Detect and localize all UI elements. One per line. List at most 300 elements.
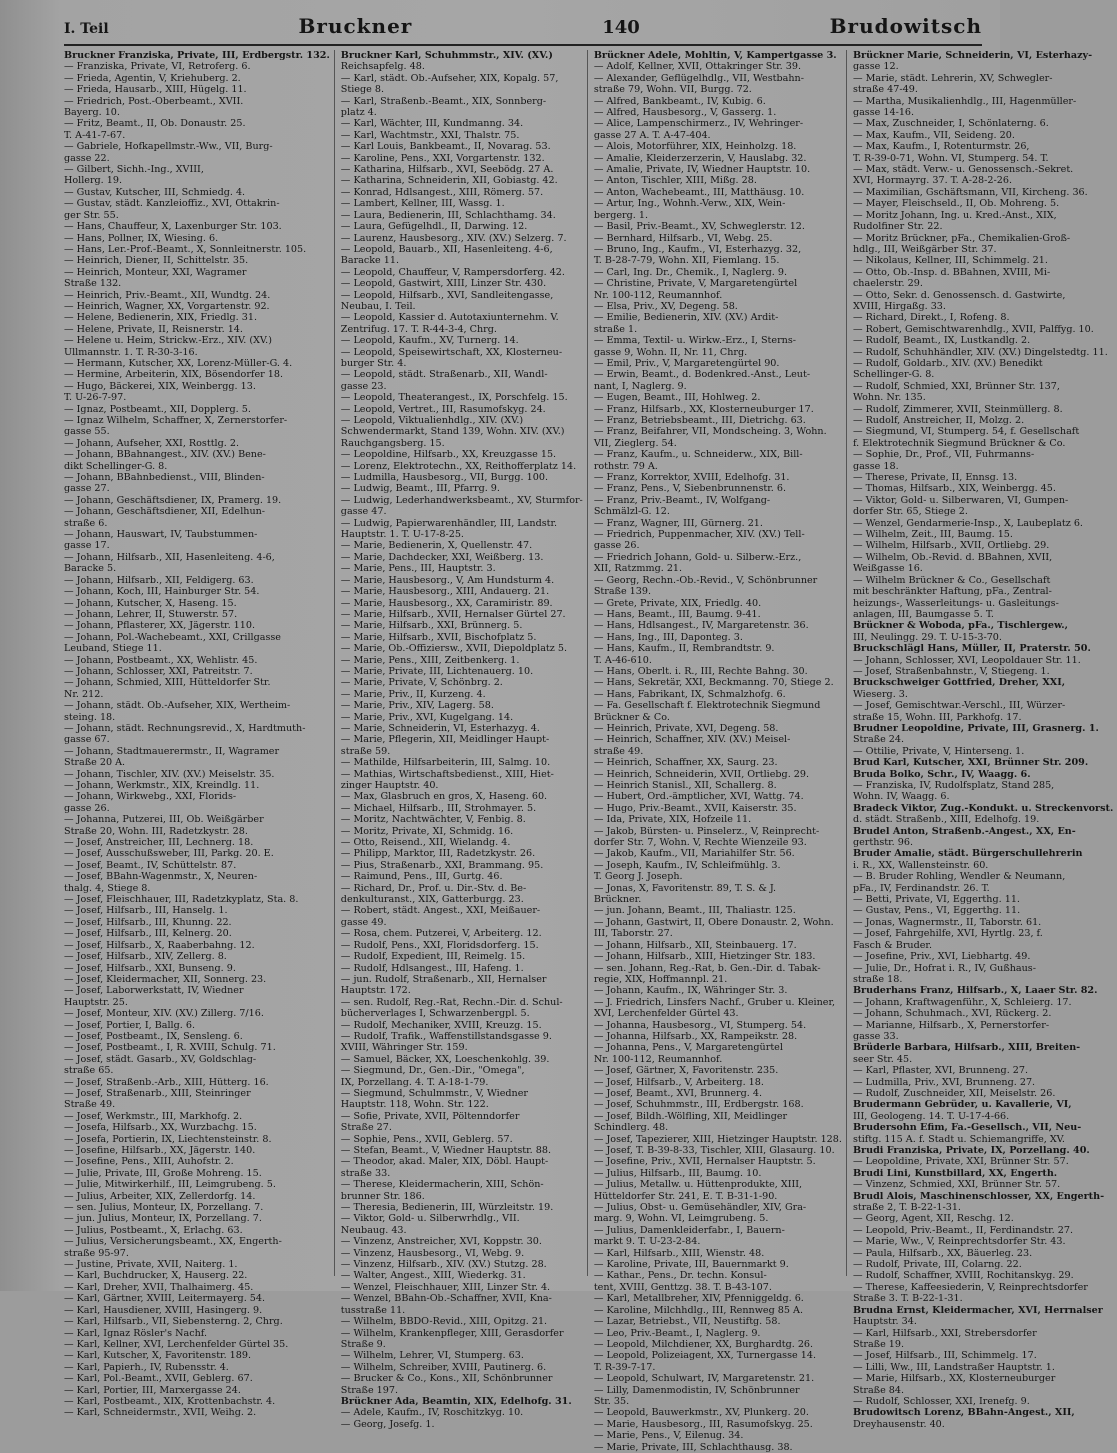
directory-entry: — Josef, Schuhmmstr., III, Erdbergstr. 168.: [593, 1099, 804, 1111]
directory-entry: Leuband, Stiege 11.: [64, 643, 162, 655]
directory-entry: — Marie, Dachdecker, XXI, Weißberg. 13.: [340, 551, 544, 563]
directory-entry: Brückner Marie, Schneiderin, VI, Esterhazy-: [852, 50, 1093, 61]
directory-entry: — Josef, Fleischhauer, III, Radetzkyplatz, Sta. 8.: [64, 894, 299, 906]
directory-entry: — Michael, Hilfsarb., III, Strohmayer. 5.: [340, 802, 537, 814]
directory-entry: Brudermann Gebrüder, u. Kavallerie, VI,: [852, 1099, 1072, 1111]
directory-entry: — Leopoldine, Private, XXI, Brünner Str. 57.: [852, 1156, 1069, 1168]
directory-entry: Brüderle Barbara, Hilfsarb., XIII, Breiten-: [852, 1042, 1081, 1054]
directory-entry: — Richard, Dr., Prof. u. Dir.-Stv. d. Be-: [340, 882, 527, 894]
directory-entry: regie, XIX, Hoffmannpl. 21.: [593, 973, 728, 985]
directory-entry: — Raimund, Pens., III, Gurtg. 46.: [340, 871, 503, 883]
directory-entry: T. R-39-7-17.: [593, 1361, 656, 1373]
directory-entry: — Mathilde, Hilfsarbeiterin, III, Salmg. 10.: [340, 757, 551, 769]
directory-entry: — Marie, Ww., V, Reinprechtsdorfer Str. 43.: [852, 1236, 1066, 1248]
directory-entry: Wieserg. 3.: [852, 688, 908, 700]
directory-entry: Dreyhausenstr. 40.: [852, 1418, 945, 1430]
directory-entry: — Hans, Pollner, IX, Wiesing. 6.: [64, 232, 219, 244]
directory-entry: gasse 27.: [64, 483, 110, 495]
directory-entry: Straße 20 A.: [64, 757, 126, 769]
directory-entry: — Laura, Bedienerin, III, Schlachthamg. 34.: [340, 209, 556, 221]
directory-entry: Rauchgangsberg. 15.: [340, 437, 445, 449]
directory-entry: Rudolfiner Str. 22.: [852, 221, 943, 233]
directory-entry: T. U-26-7-97.: [64, 392, 127, 404]
directory-entry: — Leo, Priv.-Beamt., I, Naglerg. 9.: [593, 1327, 761, 1339]
directory-entry: Schwendermarkt, Stand 139, Wohn. XIV. (XV.): [340, 426, 565, 438]
directory-entry: — Johann, Hilfsarb., XII, Feldigerg. 63.: [64, 574, 254, 586]
directory-entry: — Robert, Gemischtwarenhdlg., XVII, Palffyg. 10.: [852, 323, 1094, 335]
directory-entry: hdlg., III, Weißgärber Str. 37.: [852, 243, 997, 255]
directory-entry: straße 59.: [340, 745, 391, 757]
directory-entry: Straße 24.: [852, 734, 905, 746]
part-label: I. Teil: [64, 21, 109, 37]
directory-entry: Neubau, I. Teil.: [340, 300, 416, 312]
directory-entry: f. Elektrotechnik Siegmund Brückner & Co.: [852, 437, 1066, 449]
directory-entry: — Marie, städt. Lehrerin, XV, Schwegler-: [852, 72, 1053, 84]
directory-entry: — Leopold, Viktualienhdlg., XIV. (XV.): [340, 415, 524, 426]
directory-entry: — Julius, Postbeamt., X, Erlachg. 63.: [64, 1224, 243, 1236]
directory-entry: straße 2, T. B-22-1-31.: [852, 1202, 961, 1214]
directory-entry: — Josef, Beamt., IV, Schüttelstr. 87.: [64, 859, 237, 871]
directory-entry: Hauptstr. 1. T. U-17-8-25.: [340, 529, 464, 541]
directory-entry: — Gustav, Pens., VI, Eggerthg. 11.: [852, 905, 1021, 917]
directory-entry: — Hans, Chauffeur, X, Laxenburger Str. 103.: [64, 221, 282, 233]
directory-entry: — Marie, Pens., III, Hauptstr. 3.: [340, 563, 496, 575]
directory-entry: — Katharina, Schneiderin, XII, Gobiastg. 42.: [340, 175, 558, 187]
directory-entry: — Rudolf, Expedient, III, Reimelg. 15.: [340, 951, 526, 963]
directory-entry: — Karl, Postbeamt., XIX, Krottenbachstr. 4.: [64, 1395, 276, 1407]
directory-entry: gasse 12.: [852, 61, 899, 73]
directory-entry: — Wilhelm, Krankenpfleger, XIII, Gerasdorfer: [340, 1327, 564, 1339]
directory-entry: — Eugen, Beamt., III, Hohlweg. 2.: [593, 392, 761, 404]
directory-entry: — Viktor, Gold- u. Silberwrhdlg., VII.: [340, 1213, 520, 1225]
directory-entry: — Karl, Portier, III, Marxergasse 24.: [64, 1384, 241, 1396]
directory-entry: — Sophie, Dr., Prof., VII, Fuhrmanns-: [852, 449, 1035, 461]
directory-entry: — Wilhelm, Schreiber, XVIII, Pautinerg. 6.: [340, 1361, 547, 1373]
directory-entry: — Fritz, Beamt., II, Ob. Donaustr. 25.: [64, 118, 246, 130]
directory-entry: — Vinzenz, Hausbesorg., VI, Webg. 9.: [340, 1247, 525, 1259]
directory-entry: — Leopold, Milchdiener, XX, Burghardtg. 26.: [593, 1338, 814, 1350]
column-3: [593, 50, 847, 1453]
directory-entry: XVI, Lerchenfelder Gürtel 43.: [593, 1008, 739, 1020]
directory-entry: — Ludmilla, Priv., XVI, Brunneng. 27.: [852, 1076, 1036, 1088]
directory-entry: — Julius, Hilfsarb., III, Baumg. 10.: [593, 1167, 762, 1179]
directory-entry: — Moritz Johann, Ing. u. Kred.-Anst., XIX,: [852, 209, 1057, 221]
directory-entry: Brudel Anton, Straßenb.-Angest., XX, En-: [852, 825, 1076, 837]
directory-entry: gasse 55.: [64, 426, 110, 438]
directory-entry: — Basil, Priv.-Beamt., XV, Schweglerstr. 12.: [593, 221, 805, 233]
directory-entry: straße 1.: [593, 323, 638, 335]
directory-entry: burger Str. 4.: [340, 357, 407, 369]
directory-entry: — Ludwig, Papierwarenhändler, III, Landstr.: [340, 517, 558, 529]
directory-entry: — Konrad, Hdlsangest., XIII, Römerg. 57.: [340, 186, 544, 198]
directory-entry: — Johann, Pflasterer, XX, Jägerstr. 110.: [64, 620, 256, 632]
directory-entry: stiftg. 115 A. f. Stadt u. Schiemangriffe, XV.: [852, 1133, 1065, 1145]
directory-entry: — Hans, Kaufm., II, Rembrandtstr. 9.: [593, 643, 775, 655]
directory-entry: — Josef, Hilfsarb., XXI, Bunseng. 9.: [64, 962, 236, 974]
directory-entry: IX, Porzellang. 4. T. A-18-1-79.: [340, 1076, 489, 1088]
directory-entry: — Rudolf, Private, III, Colarng. 22.: [852, 1259, 1022, 1271]
directory-entry: — Johanna, Putzerei, III, Ob. Weißgärber: [64, 814, 264, 826]
directory-entry: — jun. Johann, Beamt., III, Thaliastr. 125.: [593, 905, 796, 917]
column-2: [340, 50, 588, 1430]
directory-entry: — Wilhelm, Hilfsarb., XVII, Ortliebg. 29.: [852, 540, 1050, 552]
directory-entry: Nr. 100-112, Reumannhof.: [593, 1053, 723, 1065]
directory-entry: — Johanna, Hilfsarb., XX, Rampeikstr. 28.: [593, 1030, 798, 1042]
directory-entry: — Jakob, Kaufm., VII, Mariahilfer Str. 56.: [593, 848, 795, 860]
directory-entry: — Wilhelm, Ob.-Revid. d. BBahnen, XVII,: [852, 551, 1053, 563]
directory-entry: — Maximilian, Gschäftsmann, VII, Kircheng. 36.: [852, 186, 1088, 198]
directory-entry: — Johann, Stadtmauerermstr., II, Wagramer: [64, 745, 280, 757]
directory-entry: — Leopoldine, Hilfsarb., XX, Kreuzgasse 15.: [340, 449, 557, 461]
directory-entry: — Johann, Koch, III, Hainburger Str. 54.: [64, 586, 260, 598]
directory-entry: XVIII, Währinger Str. 159.: [340, 1042, 468, 1054]
directory-entry: — Karl, städt. Ob.-Aufseher, XIX, Kopalg. 57,: [340, 72, 559, 84]
directory-entry: — Grete, Private, XIX, Friedlg. 40.: [593, 597, 762, 609]
directory-entry: — Julie, Private, III, Große Mohreng. 15.: [64, 1167, 262, 1179]
directory-entry: — Friedrich, Post.-Oberbeamt., XVII.: [64, 95, 244, 107]
directory-entry: — Wilhelm, BBDO-Revid., XIII, Opitzg. 21.: [340, 1316, 548, 1328]
directory-entry: — Otto, Ob.-Insp. d. BBahnen, XVIII, Mi-: [852, 266, 1051, 278]
directory-entry: — Wilhelm Brückner & Co., Gesellschaft: [852, 574, 1051, 586]
directory-entry: — Bruno, Ing., Kaufm., VI, Esterhazyg. 32,: [593, 243, 802, 255]
directory-entry: — Max, städt. Verw.- u. Genossensch.-Sekret.: [852, 164, 1074, 176]
directory-entry: — Josef, Laborwerkstatt, IV, Wiedner: [64, 985, 244, 997]
directory-entry: — Christine, Private, V, Margaretengürtel: [593, 278, 798, 290]
directory-entry: — Josef, Hilfsarb., V, Arbeiterg. 18.: [593, 1076, 764, 1088]
directory-entry: dorfer Str. 7, Wohn. V, Rechte Wienzeile 93.: [593, 837, 807, 849]
directory-entry: — Vinzenz, Schmied, XXI, Brünner Str. 57.: [852, 1179, 1061, 1191]
directory-entry: — Josefa, Portierin, IX, Liechtensteinstr. 8.: [64, 1133, 272, 1145]
directory-entry: ger Str. 55.: [64, 209, 119, 221]
directory-entry: — Marie, Hausbesorg., XX, Caramiristr. 89.: [340, 597, 553, 609]
directory-entry: — Josef, Bildh.-Wölfling, XII, Meidlinger: [593, 1110, 788, 1122]
directory-entry: — Vinzenz, Anstreicher, XVI, Koppstr. 30.: [340, 1236, 542, 1248]
directory-entry: — Jonas, X, Favoritenstr. 89, T. S. & J.: [593, 882, 777, 894]
directory-entry: — Franziska, Private, VI, Retroferg. 6.: [64, 61, 251, 73]
directory-entry: — Moritz, Nachtwächter, V, Fenbig. 8.: [340, 814, 526, 826]
directory-entry: — Georg, Josefg. 1.: [340, 1418, 435, 1430]
directory-entry: — Karl, Ignaz Rösler's Nachf.: [64, 1327, 208, 1339]
directory-entry: — Lilly, Damenmodistin, IV, Schönbrunner: [593, 1384, 800, 1396]
directory-entry: — Hermine, Arbeiterin, XIX, Bösendorfer 18.: [64, 369, 284, 381]
directory-entry: T. A-41-7-67.: [64, 129, 126, 141]
directory-entry: Baracke 11.: [340, 255, 400, 267]
directory-entry: — Josef, Fahrgehilfe, XVI, Hyrtlg. 23, f.: [852, 928, 1043, 940]
directory-entry: — Katharina, Hilfsarb., XVI, Seebödg. 27 A.: [340, 164, 554, 176]
directory-entry: — Emma, Textil- u. Wirkw.-Erz., I, Sterns-: [593, 335, 797, 347]
directory-entry: — Gabriele, Hofkapellmstr.-Ww., VII, Burg-: [64, 141, 273, 153]
directory-entry: — Josef, Postbeamt., IX, Sensleng. 6.: [64, 1030, 243, 1042]
directory-entry: Bradeck Viktor, Zug.-Kondukt. u. Streckenvorst.: [852, 802, 1114, 814]
directory-entry: i. R., XX, Wallensteinstr. 60.: [852, 859, 989, 871]
directory-entry: — Marie, Priv., II, Kurzeng. 4.: [340, 688, 486, 700]
directory-entry: — Ignaz, Postbeamt., XII, Dopplerg. 5.: [64, 403, 251, 415]
directory-entry: Straße 139.: [593, 586, 652, 598]
directory-entry: — Siegmund, Dr., Gen.-Dir., "Omega",: [340, 1065, 525, 1077]
directory-entry: — Josef, Hilfsarb., XIV, Zellerg. 8.: [64, 951, 227, 963]
directory-entry: gasse 67.: [64, 734, 110, 746]
directory-entry: Hollerg. 19.: [64, 175, 123, 187]
directory-entry: — Karl, Kutscher, X, Favoritenstr. 189.: [64, 1350, 252, 1362]
directory-entry: — Walter, Angest., XIII, Wiederkg. 31.: [340, 1270, 526, 1282]
directory-entry: Brückner.: [593, 894, 642, 906]
directory-entry: — Johanna, Hausbesorg., VI, Stumperg. 54.: [593, 1019, 807, 1031]
directory-entry: — Karoline, Milchhdlg., III, Rennweg 85 A.: [593, 1304, 804, 1316]
directory-entry: — Bernhard, Hilfsarb., VI, Webg. 25.: [593, 232, 773, 244]
directory-entry: — Betti, Private, VI, Eggerthg. 11.: [852, 894, 1020, 906]
directory-entry: — Johann, Hilfsarb., XII, Steinbauerg. 17.: [593, 939, 797, 951]
directory-entry: nant, I, Naglerg. 9.: [593, 380, 687, 392]
directory-entry: — Emil, Priv., V, Margaretengürtel 90.: [593, 357, 780, 369]
directory-entry: — Johann, Gastwirt, II, Obere Donaustr. 2, Wohn.: [593, 916, 834, 928]
directory-entry: — Amalie, Kleiderzerzerin, V, Hauslabg. 32.: [593, 152, 807, 164]
directory-entry: — Karl, Hilfsarb., XXI, Strebersdorfer: [852, 1327, 1037, 1339]
directory-entry: — Ludwig, Beamt., III, Pfarrg. 9.: [340, 483, 500, 495]
directory-entry: seer Str. 45.: [852, 1053, 913, 1065]
directory-entry: — Josef, Gärtner, X, Favoritenstr. 235.: [593, 1065, 779, 1077]
directory-entry: — Leopold, Schulwart, IV, Margaretenstr. 21.: [593, 1373, 815, 1385]
directory-entry: — Marie, Hilfsarb., XVII, Hernalser Gürtel 27.: [340, 608, 566, 620]
directory-entry: — Fa. Gesellschaft f. Elektrotechnik Siegmund: [593, 700, 821, 712]
directory-entry: — Karl, Wachtmstr., XXI, Thalstr. 75.: [340, 129, 520, 141]
directory-entry: — Carl, Ing. Dr., Chemik., I, Naglerg. 9.: [593, 266, 788, 278]
directory-entry: — Rudolf, Trafik., Waffenstillstandsgasse 9.: [340, 1030, 552, 1042]
directory-entry: — Rudolf, Mechaniker, XVIII, Kreuzg. 15.: [340, 1019, 542, 1031]
directory-entry: — Jakob, Bürsten- u. Pinselerz., V, Reinprecht-: [593, 825, 820, 837]
directory-entry: — Lazar, Betriebst., VII, Neustiftg. 58.: [593, 1316, 781, 1328]
directory-entry: gasse 26.: [593, 540, 640, 552]
directory-entry: — Rudolf, Anstreicher, II, Molzg. 2.: [852, 415, 1025, 426]
directory-entry: — Erwin, Beamt., d. Bodenkred.-Anst., Leut-: [593, 369, 811, 381]
directory-entry: Bruckner Franziska, Private, III, Erdbergstr. 132.: [64, 50, 330, 61]
directory-entry: tusstraße 11.: [340, 1304, 406, 1316]
directory-entry: gasse 33.: [852, 1030, 899, 1042]
directory-entry: — Johann, Hilfsarb., XIII, Hietzinger Str. 183.: [593, 951, 816, 963]
directory-entry: straße 65.: [64, 1065, 114, 1077]
directory-entry: gasse 23.: [340, 380, 387, 392]
directory-entry: — jun. Rudolf, Straßenarb., XII, Hernalser: [340, 973, 547, 985]
directory-entry: gasse 14-16.: [852, 107, 915, 119]
directory-entry: Straße 197.: [340, 1384, 399, 1396]
directory-entry: — Hubert, Ord.-ämptlicher, XVI, Wattg. 74.: [593, 791, 804, 803]
directory-entry: — Leopold, Theaterangest., IX, Porschfelg. 15.: [340, 392, 568, 404]
directory-entry: — Johanna, Pens., V, Margaretengürtel: [593, 1042, 783, 1054]
directory-entry: — Julius, Damenkleiderfabr., I, Bauern-: [593, 1224, 785, 1236]
directory-entry: — Hermann, Kutscher, XX, Lorenz-Müller-G. 4.: [64, 357, 293, 369]
directory-entry: — Robert, städt. Angest., XXI, Meißauer-: [340, 905, 541, 917]
directory-entry: — Johann, Schuhmach., XVI, Rückerg. 2.: [852, 1008, 1052, 1020]
directory-entry: — Johann, Schmied, XIII, Hütteldorfer Str.: [64, 677, 271, 689]
directory-entry: gasse 9, Wohn. II, Nr. 11, Chrg.: [593, 346, 748, 358]
directory-entry: Hauptstr. 25.: [64, 996, 128, 1008]
directory-entry: anlagen, III, Baumgasse 5. T.: [852, 608, 994, 620]
directory-entry: — Hans, Hdlsangest., IV, Margaretenstr. 36.: [593, 620, 809, 632]
directory-entry: — Josef, Hilfsarb., III, Schimmelg. 17.: [852, 1350, 1037, 1362]
directory-entry: — Richard, Direkt., I, Rofeng. 8.: [852, 312, 1010, 324]
directory-entry: — Leopold, Priv.-Beamt., II, Ferdinandstr. 27.: [852, 1224, 1074, 1236]
directory-entry: — Adele, Kaufm., IV, Roschitzkyg. 10.: [340, 1407, 524, 1419]
directory-entry: rothstr. 79 A.: [593, 460, 658, 472]
directory-entry: — Karl, Pflaster, XVI, Brunneng. 27.: [852, 1065, 1029, 1077]
directory-entry: — Marie, Hilfsarb., XVII, Bischofplatz 5.: [340, 631, 537, 643]
directory-entry: — Friedrich Johann, Gold- u. Silberw.-Erz.,: [593, 551, 802, 563]
directory-entry: Brudna Ernst, Kleidermacher, XVI, Herrnalser: [852, 1304, 1103, 1316]
directory-entry: — Anton, Tischler, XIII, Mißg. 28.: [593, 175, 757, 187]
directory-entry: — Wenzel, BBahn-Ob.-Schaffner, XVII, Kna-: [340, 1293, 552, 1305]
directory-entry: T. B-28-7-79, Wohn. XII, Fiemlang. 15.: [593, 255, 780, 267]
directory-entry: — Josefa, Hilfsarb., XX, Wurzbachg. 15.: [64, 1122, 257, 1134]
directory-entry: — Johann, städt. Rechnungsrevid., X, Hardtmuth-: [64, 722, 306, 734]
directory-entry: — Siegmund, Schulmmstr., V, Wiedner: [340, 1087, 528, 1099]
directory-entry: — Franz, Beifahrer, VII, Mondscheing. 3, Wohn.: [593, 426, 827, 438]
directory-entry: — Marie, Pens., XIII, Zeitbenkerg. 1.: [340, 654, 520, 666]
directory-entry: — Leopold, Gastwirt, XIII, Linzer Str. 430.: [340, 278, 547, 290]
directory-entry: — Sophie, Pens., XVII, Geblerg. 57.: [340, 1133, 513, 1145]
directory-entry: — Brucker & Co., Kons., XII, Schönbrunner: [340, 1373, 553, 1385]
directory-entry: gerthstr. 96.: [852, 837, 914, 849]
directory-entry: — Jonas, Wagnermstr., II, Taborstr. 61.: [852, 916, 1042, 928]
directory-entry: — Rudolf, Goldarb., XIV. (XV.) Benedikt: [852, 357, 1043, 369]
directory-entry: — Johann, BBahnangest., XIV. (XV.) Bene-: [64, 449, 266, 461]
directory-entry: T. A-46-610.: [593, 654, 652, 666]
directory-entry: — Lorenz, Elektrotechn., XX, Reithofferplatz 14.: [340, 460, 577, 472]
directory-entry: — Hugo, Priv.-Beamt., XVII, Kaiserstr. 35.: [593, 802, 797, 814]
directory-entry: Straße 49.: [64, 1099, 116, 1111]
directory-entry: — sen. Rudolf, Reg.-Rat, Rechn.-Dir. d. Schul-: [340, 996, 563, 1008]
directory-entry: — Wenzel, Gendarmerie-Insp., X, Laubeplatz 6.: [852, 517, 1083, 529]
directory-entry: — Johann, Lehrer, II, Stuwerstr. 57.: [64, 608, 238, 620]
directory-entry: — Friedrich, Puppenmacher, XIV. (XV.) Tell-: [593, 529, 805, 541]
directory-entry: Hütteldorfer Str. 241, E. T. B-31-1-90.: [593, 1190, 778, 1202]
directory-entry: — Marie, Bedienerin, X, Quellenstr. 47.: [340, 540, 533, 552]
directory-entry: — Hans, Sekretär, XXI, Beckmanng. 70, Stiege 2.: [593, 677, 834, 689]
directory-entry: Brückner Ada, Beamtin, XIX, Edelhofg. 31.: [340, 1395, 572, 1407]
directory-entry: Straße 19.: [852, 1338, 905, 1350]
directory-entry: Bayerg. 10.: [64, 107, 120, 119]
directory-entry: — Artur, Ing., Wohnh.-Verw., XIX, Wein-: [593, 198, 786, 210]
directory-entry: — Karl, Pol.-Beamt., XVII, Geblerg. 67.: [64, 1373, 253, 1385]
directory-entry: — Adolf, Kellner, XVII, Ottakringer Str. 39.: [593, 61, 802, 73]
directory-entry: — Amalie, Private, IV, Wiedner Hauptstr. 10.: [593, 164, 811, 176]
directory-entry: — Ludmilla, Hausbesorg., VII, Burgg. 100.: [340, 472, 548, 484]
directory-entry: XII, Ratzmmg. 21.: [593, 563, 683, 575]
directory-entry: gasse 26.: [64, 802, 110, 814]
directory-entry: Straße 132.: [64, 278, 122, 290]
directory-entry: — Josef, T. B-39-8-33, Tischler, XIII, Glasaurg. 10.: [593, 1145, 835, 1156]
directory-entry: — Josef, Postbeamt., I, R. XVIII, Schulg. 71.: [64, 1042, 276, 1054]
directory-entry: — Leopold, Polizeiagent, XX, Turnergasse 14.: [593, 1350, 817, 1362]
directory-entry: — Georg, Rechn.-Ob.-Revid., V, Schönbrunner: [593, 574, 818, 586]
directory-entry: — Marie, Hilfsarb., XXI, Brünnerg. 5.: [340, 620, 523, 632]
directory-entry: heizungs-, Wasserleitungs- u. Gasleitungs-: [852, 597, 1059, 609]
directory-entry: — Johann, Kraftwagenführ., X, Schleierg. 17.: [852, 996, 1072, 1008]
directory-entry: — Heinrich, Schaffner, XX, Saurg. 23.: [593, 757, 778, 769]
directory-entry: — Marie, Priv., XVI, Kugelgang. 14.: [340, 711, 514, 723]
directory-entry: — Leopold, Bauarb., XII, Hasenleiteng. 4-6,: [340, 243, 553, 255]
directory-entry: gasse 49.: [340, 916, 387, 928]
entry-columns: [64, 50, 1114, 1453]
directory-entry: — Hans, Oberlt. i. R., III, Rechte Bahng. 30.: [593, 665, 808, 677]
directory-entry: — Josef, Werkmstr., III, Markhofg. 2.: [64, 1110, 243, 1122]
directory-entry: — Leopold, Hilfsarb., XVI, Sandleitengasse,: [340, 289, 554, 301]
directory-entry: — Wenzel, Fleischhauer, XIII, Linzer Str. 4.: [340, 1281, 551, 1293]
directory-entry: gasse 22.: [64, 152, 110, 164]
directory-entry: — Hugo, Bäckerei, XIX, Weinbergg. 13.: [64, 380, 256, 392]
directory-entry: — Helene, Bedienerin, XIX, Friedlg. 31.: [64, 312, 258, 324]
directory-entry: Ullmannstr. 1. T. R-30-3-16.: [64, 346, 198, 358]
directory-entry: straße 18.: [852, 973, 903, 985]
directory-entry: — Rudolf, Beamt., IX, Lustkandlg. 2.: [852, 335, 1031, 347]
directory-entry: Zentrifug. 17. T. R-44-3-4, Chrg.: [340, 323, 497, 335]
directory-entry: — Leopold, Kassier d. Autotaxiunternehm. V.: [340, 312, 559, 324]
directory-entry: — Johann, Hauswart, IV, Taubstummen-: [64, 529, 258, 541]
directory-entry: — Johann, Postbeamt., XX, Wehlistr. 45.: [64, 654, 258, 666]
directory-entry: straße 49.: [593, 745, 644, 757]
directory-entry: — Josefine, Priv., XVI, Liebhartg. 49.: [852, 951, 1031, 963]
directory-entry: — Marie, Hausbesorg., III, Rasumofskyg. 25.: [593, 1418, 813, 1430]
directory-entry: — Laura, Gefügelhdl., II, Darwing. 12.: [340, 221, 528, 233]
directory-entry: zinger Hauptstr. 40.: [340, 780, 439, 791]
directory-entry: — sen. Julius, Monteur, IX, Porzellang. 7.: [64, 1202, 264, 1214]
directory-entry: Schellinger-G. 8.: [852, 369, 935, 381]
directory-entry: Stiege 8.: [340, 84, 384, 96]
directory-entry: Wohn. Nr. 135.: [852, 392, 926, 404]
directory-entry: — Heinrich, Priv.-Beamt., XII, Wundtg. 24.: [64, 289, 271, 301]
directory-entry: — Alice, Lampenschirmerz., IV, Wehringer-: [593, 118, 804, 130]
directory-entry: — Josef, Hilfsarb., III, Khunng. 22.: [64, 916, 232, 928]
directory-entry: bergerg. 1.: [593, 209, 649, 221]
directory-entry: dikt Schellinger-G. 8.: [64, 460, 168, 472]
directory-entry: — Josef, Hilfsarb., III, Kelnerg. 20.: [64, 928, 232, 940]
directory-entry: tent, XVIII, Genttzg. 38. T. B-43-107.: [593, 1281, 772, 1293]
directory-entry: — Josef, Beamt., XVI, Brunnerg. 4.: [593, 1087, 763, 1099]
directory-entry: — Karl, Schneidermstr., XVII, Weihg. 2.: [64, 1407, 257, 1419]
directory-entry: Bruderhans Franz, Hilfsarb., X, Laaer Str. 82.: [852, 985, 1098, 997]
directory-entry: — Rudolf, Zimmerer, XVII, Steinmüllerg. 8.: [852, 403, 1063, 415]
directory-entry: — Julius, Obst- u. Gemüsehändler, XIV, Gra-: [593, 1202, 807, 1214]
column-1: [64, 50, 335, 1419]
directory-entry: — Franz, Hilfsarb., XX, Klosterneuburger 17.: [593, 403, 814, 415]
directory-entry: — Marie, Ob.-Offiziersw., XVII, Diepoldplatz 5.: [340, 643, 568, 655]
directory-entry: dorfer Str. 65, Stiege 2.: [852, 506, 968, 518]
directory-entry: — Nikolaus, Kellner, III, Schimmelg. 21.: [852, 255, 1048, 267]
directory-entry: — Karl, Dreher, XVII, Thalhaimerg. 45.: [64, 1281, 254, 1293]
directory-entry: pFa., IV, Ferdinandstr. 26. T.: [852, 882, 990, 894]
directory-entry: — Hans, Beamt., III, Baumg. 9-41.: [593, 608, 761, 620]
directory-entry: — Frieda, Agentin, V, Kriehuberg. 2.: [64, 72, 241, 84]
directory-entry: mit beschränkter Haftung, pFa., Zentral-: [852, 586, 1052, 598]
directory-entry: — Josefine, Hilfsarb., XX, Jägerstr. 140.: [64, 1145, 256, 1156]
directory-entry: thalg. 4, Stiege 8.: [64, 882, 151, 894]
directory-entry: — Vinzenz, Hilfsarb., XIV. (XV.) Stutzg. 28.: [340, 1259, 547, 1271]
directory-entry: T. R-39-0-71, Wohn. VI, Stumperg. 54. T.: [852, 152, 1049, 164]
directory-entry: Wohn. IV, Waagg. 6.: [852, 791, 950, 803]
directory-entry: Bruda Bolko, Schr., IV, Waagg. 6.: [852, 768, 1031, 780]
directory-entry: Brudl Alois, Maschinenschlosser, XX, Engerth-: [852, 1190, 1105, 1202]
directory-entry: — Max, Kaufm., VII, Seideng. 20.: [852, 129, 1015, 141]
directory-entry: straße 47-49.: [852, 84, 918, 96]
directory-entry: — Heinrich, Wagner, XX, Vorgartenstr. 92.: [64, 300, 270, 312]
directory-entry: gasse 47.: [340, 506, 387, 518]
directory-entry: — Lambert, Kellner, III, Wassg. 1.: [340, 198, 505, 210]
directory-entry: — Karl, Gärtner, XVIII, Leitermayerg. 54.: [64, 1293, 266, 1305]
directory-entry: — Hans, Ing., III, Daponteg. 3.: [593, 631, 743, 643]
directory-entry: — Therese, Kleidermacherin, XIII, Schön-: [340, 1179, 544, 1191]
directory-entry: Straße 27.: [340, 1122, 392, 1134]
directory-entry: Schmälzl-G. 12.: [593, 506, 670, 518]
directory-entry: — Alois, Motorführer, XIX, Heinholzg. 18.: [593, 141, 797, 153]
directory-entry: — Johann, Geschäftsdiener, IX, Pramerg. 19.: [64, 494, 282, 506]
